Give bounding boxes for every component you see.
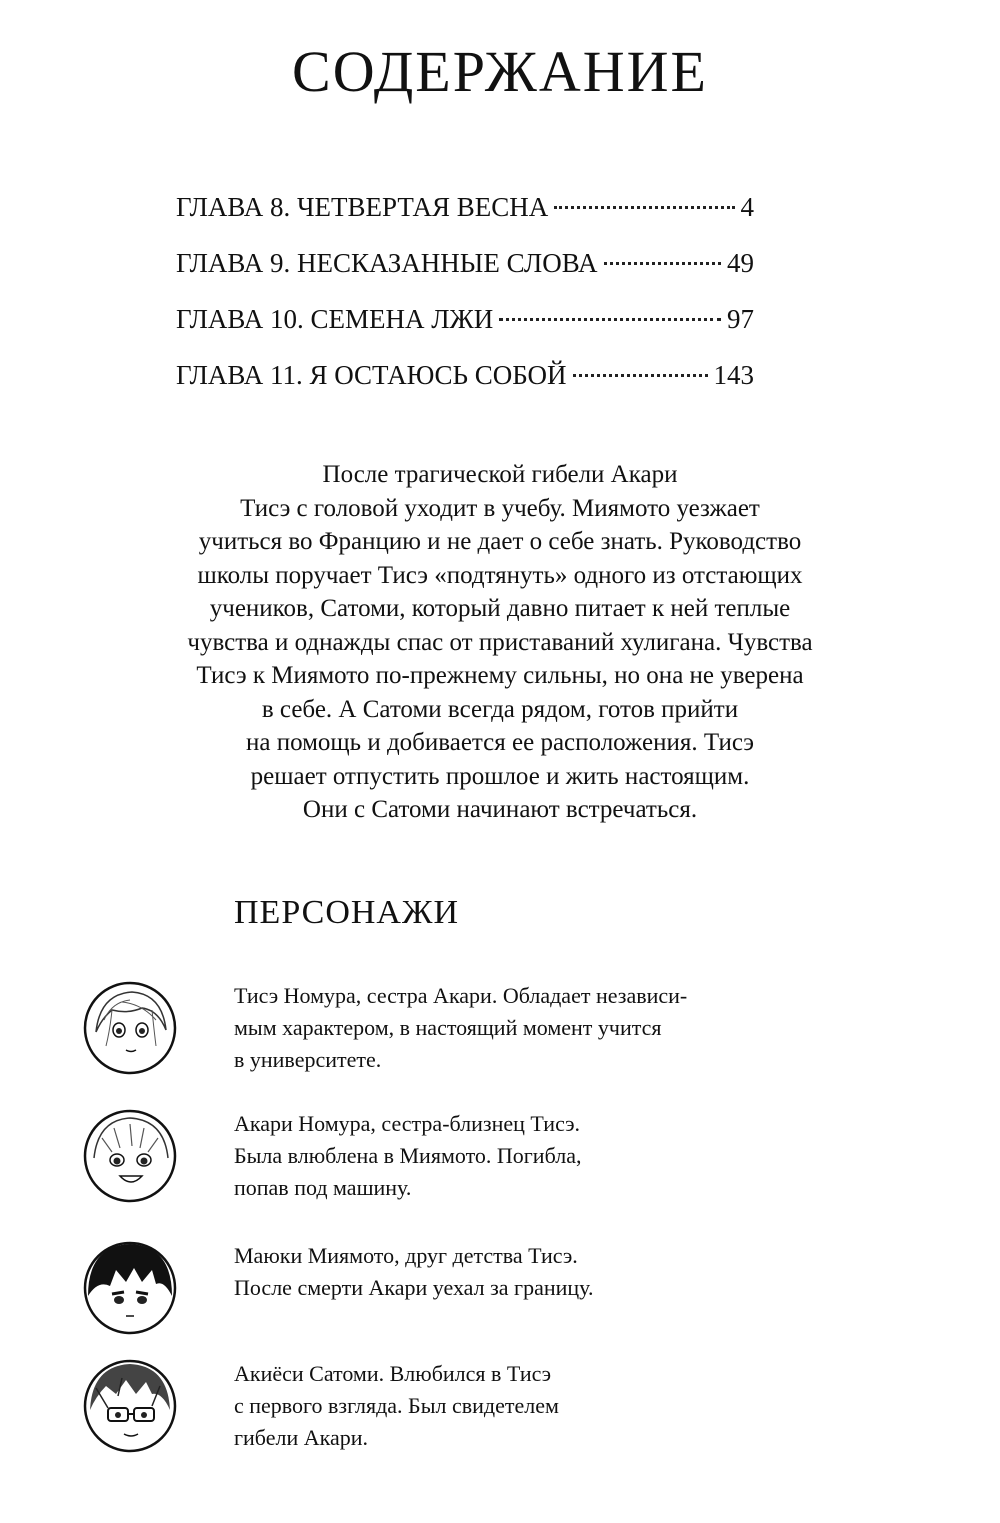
character-line: Была влюблена в Миямото. Погибла, bbox=[234, 1143, 582, 1168]
page-title: СОДЕРЖАНИЕ bbox=[292, 39, 708, 104]
toc-leader-dots bbox=[554, 206, 734, 209]
character-portrait-icon bbox=[82, 1240, 178, 1336]
toc-page-number: 143 bbox=[713, 360, 754, 390]
summary-line: После трагической гибели Акари bbox=[322, 461, 678, 488]
summary-line: решает отпустить прошлое и жить настоящим. bbox=[250, 762, 750, 790]
characters-heading: ПЕРСОНАЖИ bbox=[234, 894, 460, 931]
character-line: гибели Акари. bbox=[234, 1425, 368, 1450]
character-line: в университете. bbox=[234, 1047, 382, 1072]
character-portrait-icon bbox=[82, 980, 178, 1076]
toc-page-number: 49 bbox=[727, 248, 754, 278]
character-line: Маюки Миямото, друг детства Тисэ. bbox=[234, 1243, 578, 1268]
story-summary bbox=[40, 458, 960, 827]
character-line: с первого взгляда. Был свидетелем bbox=[234, 1393, 559, 1418]
toc-entry bbox=[176, 248, 754, 304]
toc-chapter-title: ГЛАВА 9. НЕСКАЗАННЫЕ СЛОВА bbox=[176, 248, 598, 278]
character-line: Акари Номура, сестра-близнец Тисэ. bbox=[234, 1111, 581, 1136]
toc-page-number: 4 bbox=[740, 192, 754, 222]
character-description bbox=[234, 1108, 581, 1204]
toc-chapter-title: ГЛАВА 11. Я ОСТАЮСЬ СОБОЙ bbox=[176, 360, 567, 390]
table-of-contents bbox=[176, 192, 754, 416]
toc-entry bbox=[176, 360, 754, 416]
character-description bbox=[234, 980, 687, 1076]
toc-chapter-title: ГЛАВА 10. СЕМЕНА ЛЖИ bbox=[176, 304, 494, 334]
character-line: Акиёси Сатоми. Влюбился в Тисэ bbox=[234, 1361, 552, 1386]
toc-leader-dots bbox=[573, 374, 708, 377]
summary-line: учиться во Францию и не дает о себе знать. Руководство bbox=[198, 528, 802, 555]
summary-line: школы поручает Тисэ «подтянуть» одного из отстающих bbox=[197, 561, 803, 589]
summary-line: в себе. А Сатоми всегда рядом, готов прийти bbox=[261, 695, 739, 723]
character-line: мым характером, в настоящий момент учится bbox=[234, 1015, 662, 1040]
summary-line: чувства и однажды спас от приставаний хулигана. Чувства bbox=[187, 628, 813, 656]
character-line: попав под машину. bbox=[234, 1175, 412, 1200]
toc-chapter-title: ГЛАВА 8. ЧЕТВЕРТАЯ ВЕСНА bbox=[176, 192, 549, 222]
toc-leader-dots bbox=[499, 318, 721, 321]
summary-line: учеников, Сатоми, который давно питает к ней теплые bbox=[209, 595, 791, 622]
character-line: Тисэ Номура, сестра Акари. Обладает независи- bbox=[234, 983, 688, 1008]
character-portrait-icon bbox=[82, 1108, 178, 1204]
character-portrait-icon bbox=[82, 1358, 178, 1454]
character-description bbox=[234, 1240, 593, 1304]
character-line: После смерти Акари уехал за границу. bbox=[234, 1275, 594, 1300]
toc-leader-dots bbox=[604, 262, 721, 265]
toc-page-number: 97 bbox=[727, 304, 754, 334]
character-description bbox=[234, 1358, 559, 1454]
toc-entry bbox=[176, 192, 754, 248]
toc-entry bbox=[176, 304, 754, 360]
summary-line: Тисэ с головой уходит в учебу. Миямото уезжает bbox=[240, 494, 760, 522]
summary-line: на помощь и добивается ее расположения. Тисэ bbox=[245, 729, 755, 756]
summary-line: Тисэ к Миямото по-прежнему сильны, но она не уверена bbox=[196, 662, 804, 689]
summary-line: Они с Сатоми начинают встречаться. bbox=[302, 796, 698, 823]
